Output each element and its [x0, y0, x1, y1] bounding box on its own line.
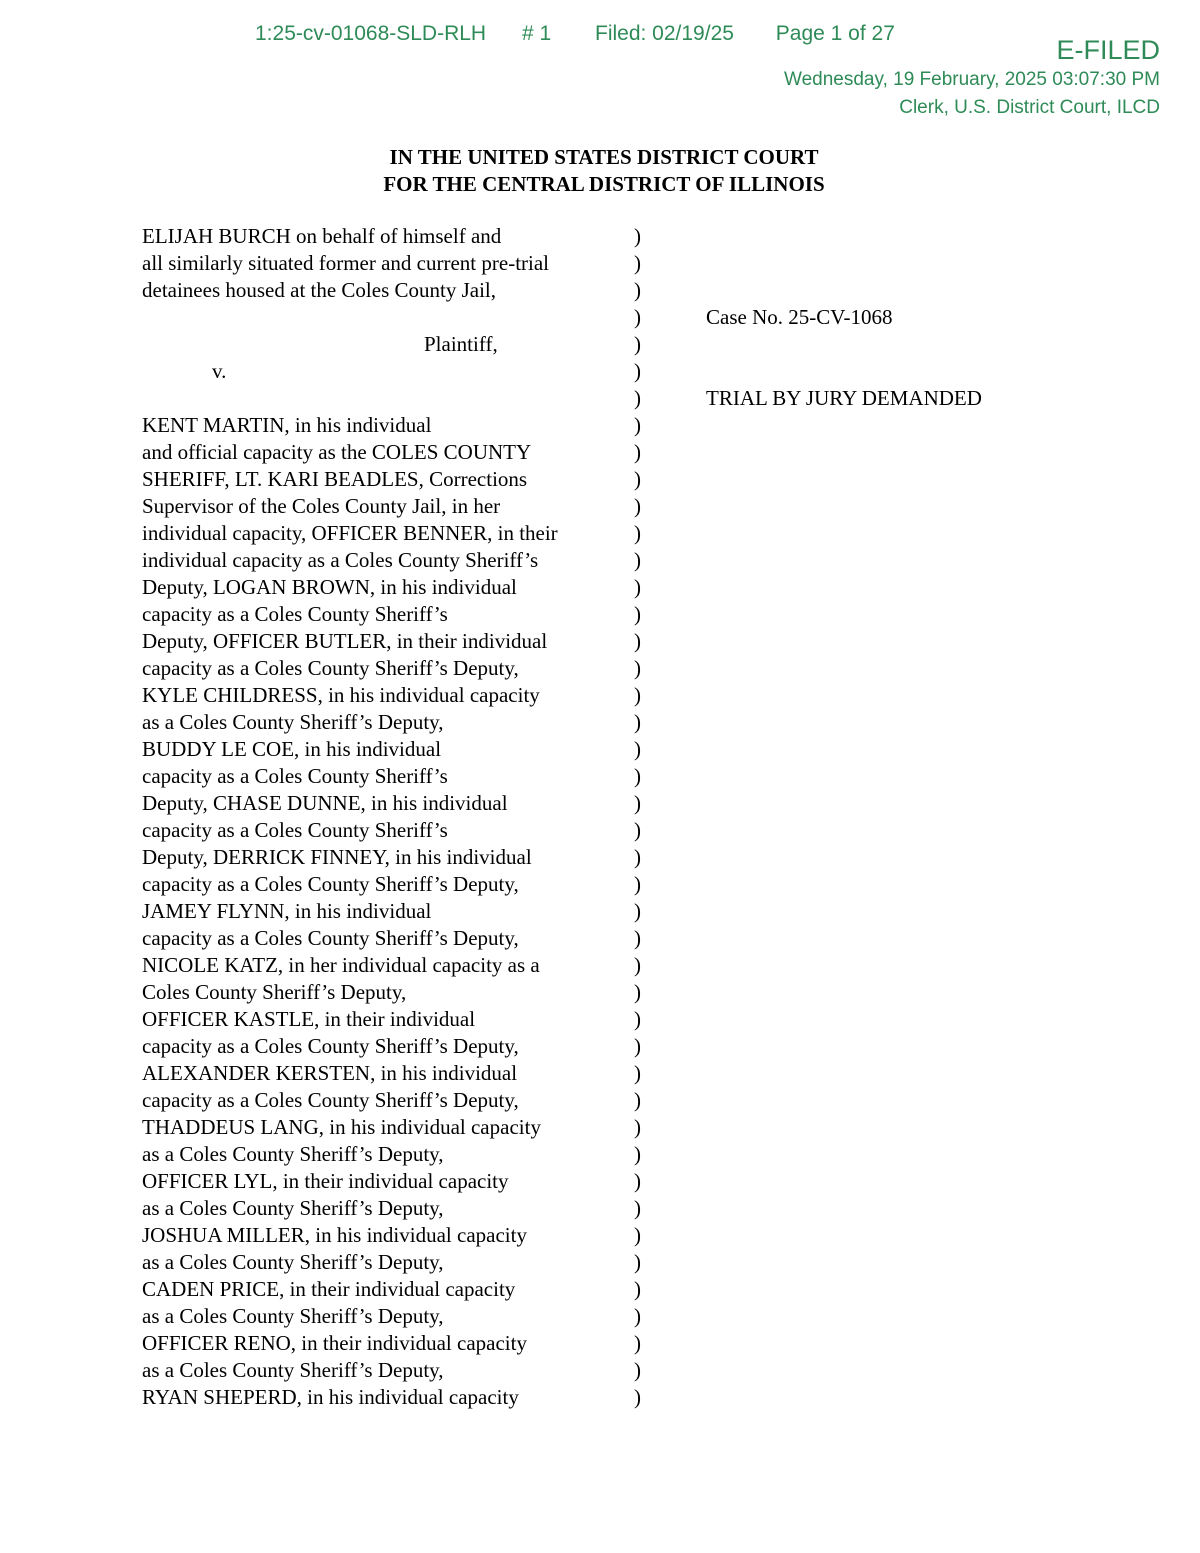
- versus-label: v.: [212, 359, 227, 383]
- plaintiff-label: Plaintiff,: [424, 332, 498, 356]
- defendant-line: Supervisor of the Coles County Jail, in her: [142, 494, 501, 518]
- caption-paren: ): [634, 656, 641, 680]
- caption-paren: ): [634, 386, 641, 410]
- defendant-line: KENT MARTIN, in his individual: [142, 413, 432, 437]
- header-filed-date: Filed: 02/19/25: [595, 22, 734, 45]
- court-heading: [0, 144, 1200, 198]
- caption-paren: ): [634, 548, 641, 572]
- caption-paren: ): [634, 440, 641, 464]
- defendant-line: RYAN SHEPERD, in his individual capacity: [142, 1385, 519, 1409]
- caption-paren-column: [634, 223, 648, 1411]
- defendant-line: THADDEUS LANG, in his individual capacity: [142, 1115, 541, 1139]
- caption-paren: ): [634, 980, 641, 1004]
- caption-paren: ): [634, 845, 641, 869]
- header-case-number: 1:25-cv-01068-SLD-RLH: [255, 22, 487, 45]
- caption-paren: ): [634, 1115, 641, 1139]
- caption-paren: ): [634, 413, 641, 437]
- defendant-line: NICOLE KATZ, in her individual capacity as a: [142, 953, 540, 977]
- caption-paren: ): [634, 683, 641, 707]
- defendant-line: OFFICER LYL, in their individual capacity: [142, 1169, 509, 1193]
- caption-paren: ): [634, 1304, 641, 1328]
- defendant-line: BUDDY LE COE, in his individual: [142, 737, 442, 761]
- caption-paren: ): [634, 332, 641, 356]
- plaintiff-line: all similarly situated former and current pre-trial: [142, 251, 550, 275]
- caption-paren: ): [634, 899, 641, 923]
- defendant-line: capacity as a Coles County Sheriff’s: [142, 764, 448, 788]
- caption-paren: ): [634, 1250, 641, 1274]
- defendant-line: capacity as a Coles County Sheriff’s Deputy,: [142, 872, 519, 896]
- defendant-line: KYLE CHILDRESS, in his individual capacity: [142, 683, 540, 707]
- defendant-line: as a Coles County Sheriff’s Deputy,: [142, 1196, 444, 1220]
- defendant-line: as a Coles County Sheriff’s Deputy,: [142, 1304, 444, 1328]
- efiled-clerk: Clerk, U.S. District Court, ILCD: [899, 97, 1160, 118]
- defendant-line: ALEXANDER KERSTEN, in his individual: [142, 1061, 518, 1085]
- caption-paren: ): [634, 305, 641, 329]
- caption-paren: ): [634, 1088, 641, 1112]
- caption-paren: ): [634, 629, 641, 653]
- defendant-line: Deputy, DERRICK FINNEY, in his individual: [142, 845, 532, 869]
- header-doc-number: # 1: [521, 22, 552, 45]
- defendant-line: JAMEY FLYNN, in his individual: [142, 899, 432, 923]
- defendant-line: capacity as a Coles County Sheriff’s: [142, 818, 448, 842]
- court-heading-line-1: IN THE UNITED STATES DISTRICT COURT: [389, 145, 819, 169]
- caption-paren: ): [634, 953, 641, 977]
- blank-line: [142, 304, 622, 331]
- defendant-line: Coles County Sheriff’s Deputy,: [142, 980, 407, 1004]
- defendant-line: capacity as a Coles County Sheriff’s Deputy,: [142, 1034, 519, 1058]
- defendant-line: OFFICER KASTLE, in their individual: [142, 1007, 476, 1031]
- caption-paren: ): [634, 737, 641, 761]
- caption-paren: ): [634, 224, 641, 248]
- defendant-line: individual capacity, OFFICER BENNER, in their: [142, 521, 558, 545]
- defendant-line: capacity as a Coles County Sheriff’s Deputy,: [142, 926, 519, 950]
- defendant-line: capacity as a Coles County Sheriff’s: [142, 602, 448, 626]
- caption-paren: ): [634, 1196, 641, 1220]
- caption-paren: ): [634, 575, 641, 599]
- caption-paren: ): [634, 521, 641, 545]
- caption-paren: ): [634, 1169, 641, 1193]
- caption-paren: ): [634, 602, 641, 626]
- caption-paren: ): [634, 1277, 641, 1301]
- caption-paren: ): [634, 1358, 641, 1382]
- defendant-line: as a Coles County Sheriff’s Deputy,: [142, 1142, 444, 1166]
- caption-paren: ): [634, 710, 641, 734]
- caption-paren: ): [634, 251, 641, 275]
- caption-paren: ): [634, 1007, 641, 1031]
- case-number: Case No. 25-CV-1068: [706, 305, 893, 329]
- caption-paren: ): [634, 467, 641, 491]
- efiled-stamp: [784, 34, 1160, 122]
- court-heading-line-2: FOR THE CENTRAL DISTRICT OF ILLINOIS: [383, 172, 825, 196]
- defendant-line: capacity as a Coles County Sheriff’s Deputy,: [142, 1088, 519, 1112]
- defendant-line: capacity as a Coles County Sheriff’s Deputy,: [142, 656, 519, 680]
- blank-line: [142, 385, 622, 412]
- caption-paren: ): [634, 791, 641, 815]
- defendant-line: SHERIFF, LT. KARI BEADLES, Corrections: [142, 467, 528, 491]
- caption-paren: ): [634, 278, 641, 302]
- defendant-line: as a Coles County Sheriff’s Deputy,: [142, 1250, 444, 1274]
- defendant-line: and official capacity as the COLES COUNTY: [142, 440, 532, 464]
- defendant-line: Deputy, CHASE DUNNE, in his individual: [142, 791, 508, 815]
- caption-paren: ): [634, 359, 641, 383]
- caption-paren: ): [634, 1223, 641, 1247]
- caption-paren: ): [634, 1331, 641, 1355]
- defendant-line: individual capacity as a Coles County Sheriff’s: [142, 548, 539, 572]
- defendant-line: JOSHUA MILLER, in his individual capacity: [142, 1223, 527, 1247]
- caption-paren: ): [634, 872, 641, 896]
- efiled-title: E-FILED: [1056, 35, 1160, 65]
- caption-paren: ): [634, 1385, 641, 1409]
- caption-paren: ): [634, 1034, 641, 1058]
- header-page-count: Page 1 of 27: [775, 22, 895, 45]
- jury-demand: TRIAL BY JURY DEMANDED: [706, 386, 982, 410]
- caption-paren: ): [634, 494, 641, 518]
- caption-paren: ): [634, 1061, 641, 1085]
- defendant-line: Deputy, OFFICER BUTLER, in their individual: [142, 629, 548, 653]
- caption-parties: [142, 223, 622, 1411]
- plaintiff-line: detainees housed at the Coles County Jail,: [142, 278, 497, 302]
- defendant-line: as a Coles County Sheriff’s Deputy,: [142, 1358, 444, 1382]
- caption-paren: ): [634, 818, 641, 842]
- plaintiff-line: ELIJAH BURCH on behalf of himself and: [142, 224, 502, 248]
- defendant-line: as a Coles County Sheriff’s Deputy,: [142, 710, 444, 734]
- caption-paren: ): [634, 926, 641, 950]
- caption-paren: ): [634, 764, 641, 788]
- defendant-line: OFFICER RENO, in their individual capacity: [142, 1331, 527, 1355]
- defendant-line: CADEN PRICE, in their individual capacity: [142, 1277, 516, 1301]
- efiled-datetime: Wednesday, 19 February, 2025 03:07:30 PM: [783, 69, 1160, 90]
- caption-paren: ): [634, 1142, 641, 1166]
- defendant-line: Deputy, LOGAN BROWN, in his individual: [142, 575, 517, 599]
